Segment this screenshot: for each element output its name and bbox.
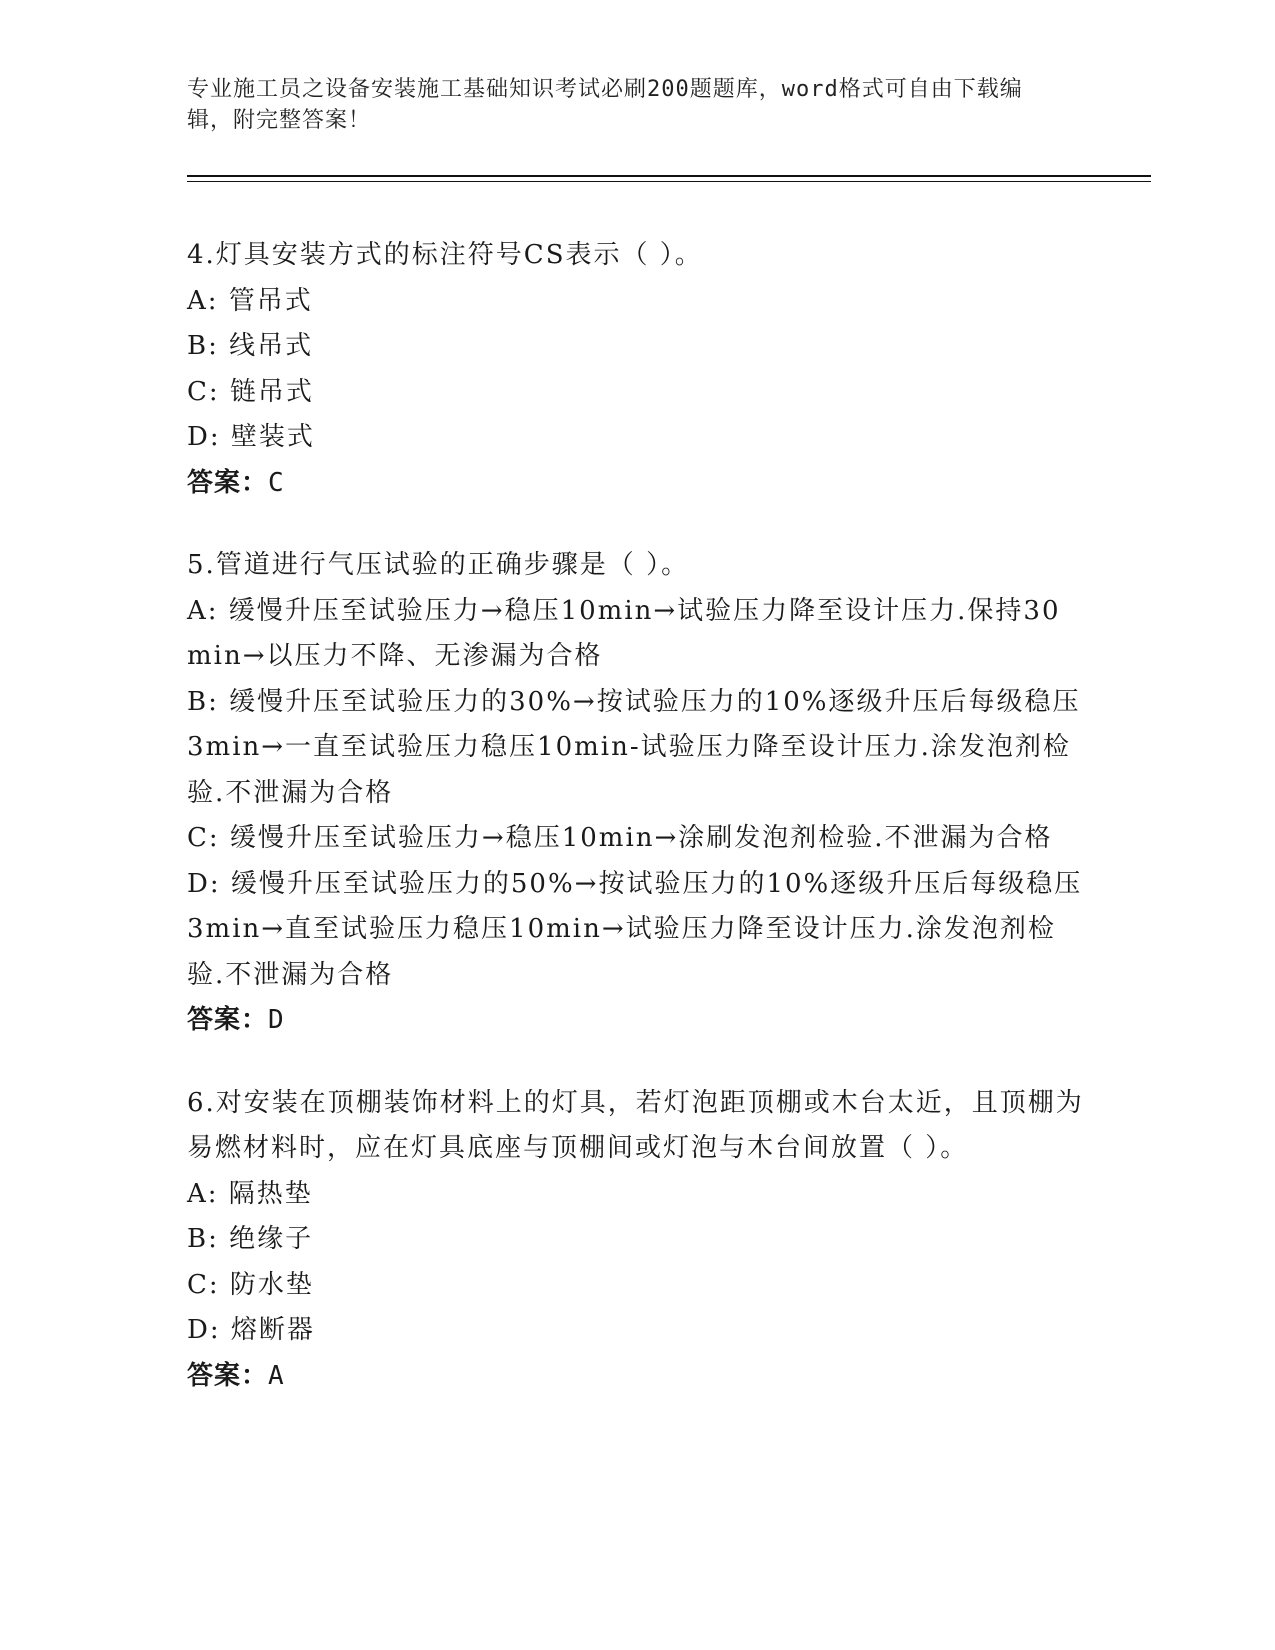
header-divider-thick bbox=[187, 175, 1151, 177]
question-stem: 4.灯具安装方式的标注符号CS表示（ ）。 bbox=[187, 240, 703, 270]
question-stem: 5.管道进行气压试验的正确步骤是（ ）。 bbox=[187, 550, 690, 580]
option-c: C: 链吊式 bbox=[187, 376, 314, 407]
option-a: A: 隔热垫 bbox=[187, 1178, 313, 1209]
header-divider-thin bbox=[187, 181, 1151, 182]
document-header: 专业施工员之设备安装施工基础知识考试必刷200题题库，word格式可自由下载编辑，附完整答案！ bbox=[187, 77, 1023, 133]
option-b: B: 绝缘子 bbox=[187, 1224, 314, 1254]
option-c: C: 防水垫 bbox=[187, 1269, 314, 1300]
option-d: D: 缓慢升压至试验压力的50%→按试验压力的10%逐级升压后每级稳压3min→直至试验压力稳压10min→试验压力降至设计压力.涂发泡剂检验.不泄漏为合格 bbox=[187, 868, 1083, 990]
answer-label: 答案： bbox=[187, 1005, 269, 1035]
option-b: B: 线吊式 bbox=[187, 331, 314, 361]
option-b: B: 缓慢升压至试验压力的30%→按试验压力的10%逐级升压后每级稳压3min→一直至试验压力稳压10min-试验压力降至设计压力.涂发泡剂检验.不泄漏为合格 bbox=[187, 686, 1081, 808]
answer-label: 答案： bbox=[187, 467, 269, 498]
option-a: A: 管吊式 bbox=[187, 285, 313, 316]
answer-line bbox=[187, 461, 1087, 507]
answer-value: C bbox=[268, 467, 285, 498]
question-list bbox=[187, 233, 1087, 1436]
option-c: C: 缓慢升压至试验压力→稳压10min→涂刷发泡剂检验.不泄漏为合格 bbox=[187, 823, 1053, 853]
question-5 bbox=[187, 543, 1087, 1044]
option-a: A: 缓慢升压至试验压力→稳压10min→试验压力降至设计压力.保持30min→以压力不降、无渗漏为合格 bbox=[187, 595, 1061, 671]
answer-label: 答案： bbox=[187, 1360, 269, 1391]
answer-line bbox=[187, 1354, 1087, 1400]
question-4 bbox=[187, 233, 1087, 506]
answer-value: A bbox=[268, 1360, 285, 1391]
answer-value: D bbox=[268, 1005, 285, 1035]
question-stem: 6.对安装在顶棚装饰材料上的灯具，若灯泡距顶棚或木台太近，且顶棚为易燃材料时，应在灯具底座与顶棚间或灯泡与木台间放置（ ）。 bbox=[187, 1087, 1084, 1163]
option-d: D: 熔断器 bbox=[187, 1315, 315, 1345]
option-d: D: 壁装式 bbox=[187, 422, 315, 452]
question-6 bbox=[187, 1081, 1087, 1400]
answer-line bbox=[187, 998, 1087, 1044]
